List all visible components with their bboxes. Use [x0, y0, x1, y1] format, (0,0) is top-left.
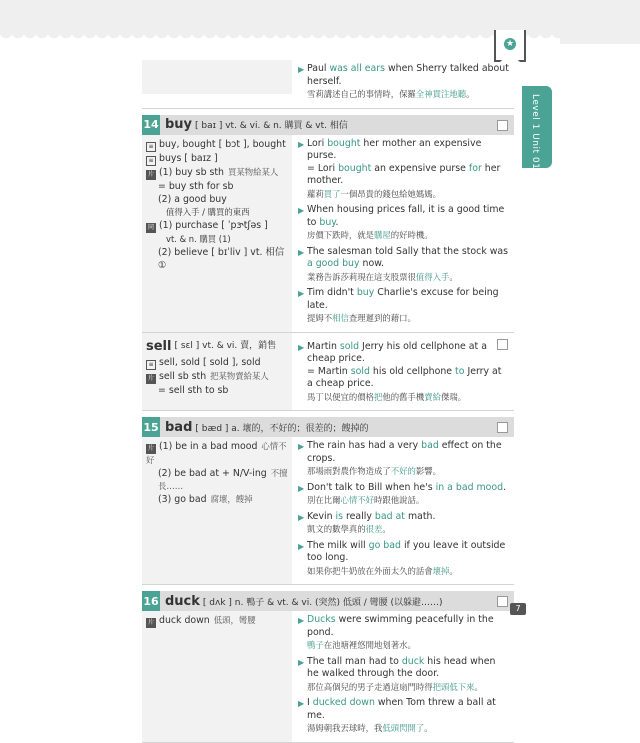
entry-header-bad [142, 417, 514, 437]
example-item: ▶ Ducks were swimming peacefully in the pond. 鴨子在池塘裡悠閒地划著水。 [298, 614, 494, 650]
side-tab-label: Level 1 Unit 01 [530, 94, 540, 170]
triangle-arrow-icon: ▶ [298, 139, 305, 149]
checkbox-icon[interactable] [497, 596, 508, 607]
headword: sell [146, 338, 172, 354]
triangle-arrow-icon: ▶ [298, 206, 305, 215]
checkbox-icon[interactable] [497, 120, 508, 131]
example-item: ▶ Lori bought her mother an expensive purse. = Lori bought an expensive purse for her mother. 蘿莉買了一個昂貴的錢包給她媽媽。 [298, 137, 501, 199]
example-item: ▶ Kevin is really bad at math. 凱文的數學真的很差。 [298, 510, 436, 534]
entry-body-buy [142, 135, 514, 333]
headword: duck [165, 593, 200, 609]
headword-definition: [ bæd ] a. 壞的，不好的；很差的；餿掉的 [195, 423, 369, 434]
example-item: ▶ I ducked down when Tom threw a ball at me. 湯姆朝我丟球時，我低頭閃開了。 [298, 697, 496, 733]
entry-body-sell [142, 333, 514, 412]
triangle-arrow-icon: ▶ [298, 247, 305, 257]
triangle-arrow-icon: ▶ [298, 442, 305, 451]
entry-examples-buy [292, 135, 514, 332]
entry-number: 15 [142, 417, 160, 437]
example-item: ▶ The rain has had a very bad effect on the crops. 那場雨對農作物造成了不好的影響。 [298, 440, 502, 476]
entry-body-bad [142, 437, 514, 585]
top-banner [0, 0, 640, 44]
example-item: ▶ The salesman told Sally that the stock was a good buy now. 業務告訴莎莉現在這支股票很值得入手。 [298, 245, 509, 282]
entry-left-buy: ≡ buy, bought [ bɔt ], bought ≡ buys [ baɪz ] 片 (1) buy sb sth 買某物給某人 = buy sth for sb (2) a good buy 值得入手 / 購買的東西 同 (1) purchase [ ˈpɝtʃəs ] vt. & n. 購買 (1) (2) believe [ bɪˈliv ] vt. 相信 ① [142, 135, 292, 332]
example-item: ▶ The tall man had to duck his head when he walked through the door. 那位高個兒的男子走過這扇門時得把頭低下來。 [298, 655, 496, 692]
entry-examples-bad [292, 437, 514, 584]
side-tab[interactable] [522, 86, 552, 168]
example-item: ▶ The milk will go bad if you leave it outside too long. 如果你把牛奶放在外面太久的話會壞掉。 [298, 539, 506, 576]
checkbox-icon[interactable] [497, 339, 508, 350]
entry-header-duck [142, 591, 514, 611]
triangle-arrow-icon: ▶ [298, 289, 305, 298]
bookmark-icon [494, 30, 526, 62]
triangle-arrow-icon: ▶ [298, 657, 305, 667]
checkbox-icon[interactable] [497, 422, 508, 433]
triangle-arrow-icon: ▶ [298, 342, 305, 352]
triangle-arrow-icon: ▶ [298, 699, 305, 708]
entry-left-duck: 片 duck down 低頭，彎腰 [142, 611, 292, 742]
example-item: ▶ Paul was all ears when Sherry talked about herself. 雪莉講述自己的事情時，保羅全神貫注地聽。 [298, 63, 509, 99]
triangle-arrow-icon: ▶ [298, 616, 305, 625]
carryover-row [142, 60, 514, 109]
headword-definition: [ dʌk ] n. 鴨子 & vt. & vi. (突然) 低頭 / 彎腰 (以躲避……) [202, 597, 443, 608]
headword: bad [165, 419, 193, 435]
headword-definition: [ sɛl ] vt. & vi. 賣，銷售 [174, 340, 277, 351]
page-number: 7 [510, 603, 526, 615]
entry-left-bad: 片 (1) be in a bad mood 心情不好 (2) be bad at + N/V-ing 不擅長…… (3) go bad 腐壞，餿掉 [142, 437, 292, 584]
example-item: ▶ When housing prices fall, it is a good time to buy. 房價下跌時，就是購屋的好時機。 [298, 204, 505, 240]
example-item: ▶ Martin sold Jerry his old cellphone at a cheap price. = Martin sold his old cellphone to Jerry at a cheap price. 馬丁以便宜的價格把他的舊手機賣給傑瑞。 [298, 340, 502, 402]
star-icon: ★ [505, 39, 515, 49]
headword-definition: [ baɪ ] vt. & vi. & n. 購買 & vt. 相信 [195, 121, 348, 131]
example-item: ▶ Don't talk to Bill when he's in a bad mood. 別在比爾心情不好時跟他說話。 [298, 481, 507, 505]
carryover-left [142, 60, 292, 94]
triangle-arrow-icon: ▶ [298, 541, 305, 551]
entry-header-buy [142, 115, 514, 135]
triangle-arrow-icon: ▶ [298, 512, 305, 522]
entry-examples-duck [292, 611, 514, 742]
entry-left-sell: sell [ sɛl ] vt. & vi. 賣，銷售 ≡ sell, sold [ sold ], sold 片 sell sb sth 把某物賣給某人 = sell sth to sb [142, 333, 292, 411]
triangle-arrow-icon: ▶ [298, 65, 305, 74]
entry-body-duck [142, 611, 514, 743]
entry-number: 14 [142, 115, 160, 135]
scallop-edge [0, 32, 560, 44]
triangle-arrow-icon: ▶ [298, 483, 305, 493]
headword: buy [165, 117, 193, 132]
carryover-examples [292, 60, 514, 108]
vocab-table [142, 60, 514, 743]
example-item: ▶ Tim didn't buy Charlie's excuse for being late. 提姆不相信查理遲到的藉口。 [298, 287, 499, 323]
entry-examples-sell [292, 333, 514, 411]
entry-number: 16 [142, 591, 160, 611]
